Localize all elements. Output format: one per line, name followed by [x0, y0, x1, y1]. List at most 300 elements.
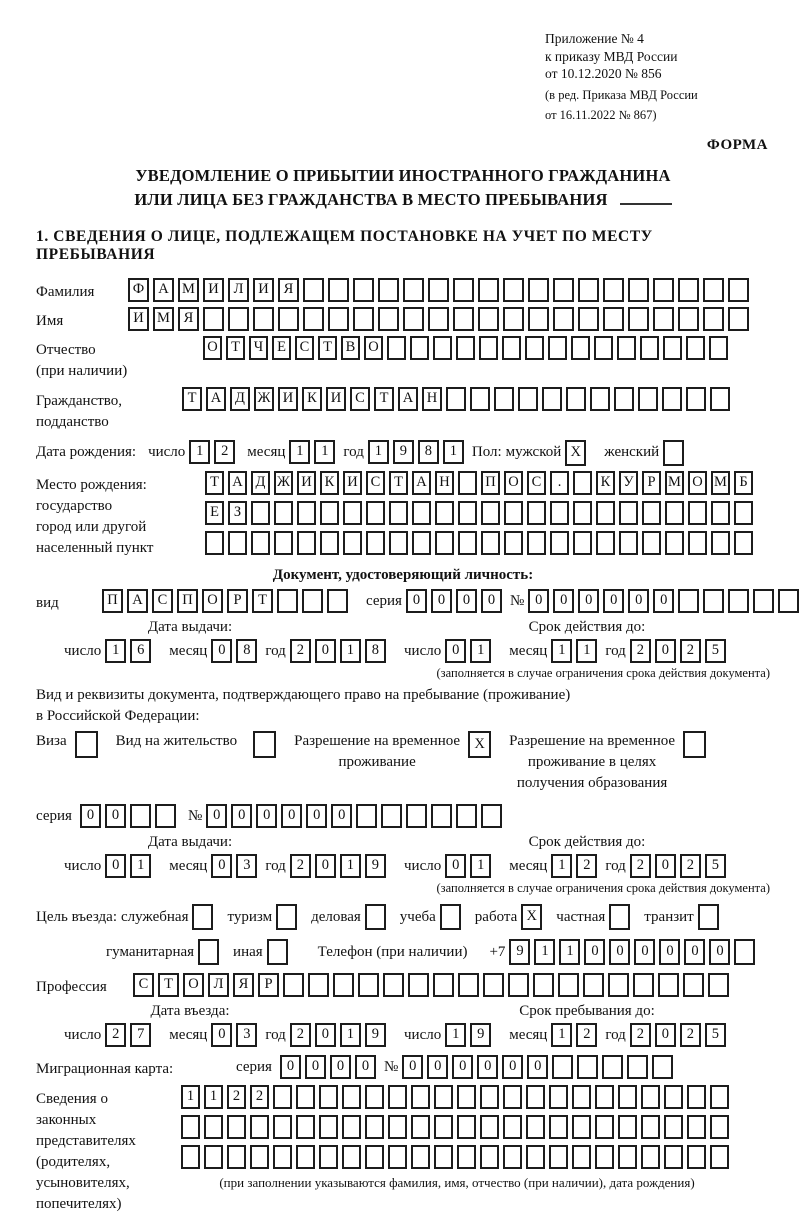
- char-box[interactable]: [571, 336, 590, 360]
- char-box[interactable]: 0: [527, 1055, 548, 1079]
- char-box[interactable]: [614, 387, 634, 411]
- char-box[interactable]: 0: [634, 939, 655, 965]
- char-box[interactable]: М: [178, 278, 199, 302]
- char-box[interactable]: [365, 1145, 384, 1169]
- char-box[interactable]: [458, 531, 477, 555]
- char-box[interactable]: [253, 307, 274, 331]
- char-box[interactable]: [435, 501, 454, 525]
- char-box[interactable]: 2: [214, 440, 235, 464]
- char-box[interactable]: .: [550, 471, 569, 495]
- char-box[interactable]: [303, 307, 324, 331]
- char-box[interactable]: Т: [374, 387, 394, 411]
- char-box[interactable]: 2: [227, 1085, 246, 1109]
- char-box[interactable]: 9: [393, 440, 414, 464]
- char-box[interactable]: О: [504, 471, 523, 495]
- char-box[interactable]: [688, 531, 707, 555]
- char-box[interactable]: [503, 1145, 522, 1169]
- char-box[interactable]: [503, 1115, 522, 1139]
- char-box[interactable]: 1: [551, 639, 572, 663]
- char-box[interactable]: [687, 1085, 706, 1109]
- char-box[interactable]: [566, 387, 586, 411]
- char-box[interactable]: [431, 804, 452, 828]
- char-box[interactable]: [378, 307, 399, 331]
- male-checkbox-cell[interactable]: X: [565, 440, 586, 466]
- char-box[interactable]: [328, 278, 349, 302]
- char-box[interactable]: [594, 336, 613, 360]
- char-box[interactable]: А: [153, 278, 174, 302]
- char-box[interactable]: [703, 307, 724, 331]
- char-box[interactable]: [526, 1145, 545, 1169]
- char-box[interactable]: 0: [105, 854, 126, 878]
- char-box[interactable]: 0: [655, 854, 676, 878]
- char-box[interactable]: [504, 501, 523, 525]
- char-box[interactable]: А: [398, 387, 418, 411]
- char-box[interactable]: 0: [709, 939, 730, 965]
- char-box[interactable]: Т: [158, 973, 179, 997]
- char-box[interactable]: Л: [228, 278, 249, 302]
- char-box[interactable]: [553, 278, 574, 302]
- char-box[interactable]: [383, 973, 404, 997]
- char-box[interactable]: [428, 278, 449, 302]
- char-box[interactable]: [558, 973, 579, 997]
- char-box[interactable]: 0: [431, 589, 452, 613]
- char-box[interactable]: [528, 307, 549, 331]
- char-box[interactable]: З: [228, 501, 247, 525]
- visa-checkbox-cell[interactable]: [75, 731, 98, 758]
- char-box[interactable]: Н: [435, 471, 454, 495]
- char-box[interactable]: [627, 1055, 648, 1079]
- char-box[interactable]: [734, 531, 753, 555]
- char-box[interactable]: И: [343, 471, 362, 495]
- char-box[interactable]: [549, 1115, 568, 1139]
- char-box[interactable]: [458, 501, 477, 525]
- char-box[interactable]: [595, 1115, 614, 1139]
- purpose-study-cell[interactable]: [440, 904, 461, 930]
- purpose-humanitarian-cell[interactable]: [198, 939, 219, 965]
- char-box[interactable]: [389, 531, 408, 555]
- char-box[interactable]: С: [133, 973, 154, 997]
- char-box[interactable]: [658, 973, 679, 997]
- char-box[interactable]: [642, 501, 661, 525]
- char-box[interactable]: [273, 1145, 292, 1169]
- char-box[interactable]: 1: [105, 639, 126, 663]
- char-box[interactable]: Я: [233, 973, 254, 997]
- char-box[interactable]: 0: [402, 1055, 423, 1079]
- char-box[interactable]: [297, 531, 316, 555]
- char-box[interactable]: [303, 278, 324, 302]
- char-box[interactable]: У: [619, 471, 638, 495]
- char-box[interactable]: [678, 278, 699, 302]
- char-box[interactable]: [618, 1145, 637, 1169]
- char-box[interactable]: 0: [256, 804, 277, 828]
- char-box[interactable]: [353, 278, 374, 302]
- char-box[interactable]: [387, 336, 406, 360]
- char-box[interactable]: Ж: [274, 471, 293, 495]
- char-box[interactable]: [572, 1085, 591, 1109]
- char-box[interactable]: [728, 589, 749, 613]
- char-box[interactable]: 0: [80, 804, 101, 828]
- temp-permit-checkbox-cell[interactable]: X: [468, 731, 491, 758]
- char-box[interactable]: [608, 973, 629, 997]
- char-box[interactable]: [353, 307, 374, 331]
- char-box[interactable]: [641, 1145, 660, 1169]
- char-box[interactable]: [389, 501, 408, 525]
- char-box[interactable]: [428, 307, 449, 331]
- char-box[interactable]: О: [203, 336, 222, 360]
- char-box[interactable]: [412, 501, 431, 525]
- char-box[interactable]: [130, 804, 151, 828]
- char-box[interactable]: 2: [105, 1023, 126, 1047]
- char-box[interactable]: 1: [340, 639, 361, 663]
- char-box[interactable]: 3: [236, 1023, 257, 1047]
- char-box[interactable]: [388, 1145, 407, 1169]
- char-box[interactable]: [665, 501, 684, 525]
- char-box[interactable]: [181, 1145, 200, 1169]
- char-box[interactable]: 1: [181, 1085, 200, 1109]
- char-box[interactable]: [412, 531, 431, 555]
- char-box[interactable]: [356, 804, 377, 828]
- char-box[interactable]: Р: [258, 973, 279, 997]
- char-box[interactable]: [578, 278, 599, 302]
- char-box[interactable]: [711, 501, 730, 525]
- char-box[interactable]: [711, 531, 730, 555]
- char-box[interactable]: 0: [231, 804, 252, 828]
- char-box[interactable]: [434, 1115, 453, 1139]
- char-box[interactable]: [274, 501, 293, 525]
- char-box[interactable]: 0: [553, 589, 574, 613]
- char-box[interactable]: [411, 1115, 430, 1139]
- char-box[interactable]: [434, 1085, 453, 1109]
- char-box[interactable]: [453, 307, 474, 331]
- char-box[interactable]: [527, 501, 546, 525]
- char-box[interactable]: 0: [105, 804, 126, 828]
- char-box[interactable]: [728, 278, 749, 302]
- char-box[interactable]: [688, 501, 707, 525]
- char-box[interactable]: [628, 307, 649, 331]
- char-box[interactable]: [548, 336, 567, 360]
- char-box[interactable]: [664, 1115, 683, 1139]
- char-box[interactable]: 1: [445, 1023, 466, 1047]
- char-box[interactable]: 0: [655, 639, 676, 663]
- char-box[interactable]: 1: [189, 440, 210, 464]
- purpose-private-cell[interactable]: [609, 904, 630, 930]
- char-box[interactable]: [227, 1115, 246, 1139]
- char-box[interactable]: П: [481, 471, 500, 495]
- char-box[interactable]: 2: [630, 639, 651, 663]
- char-box[interactable]: [283, 973, 304, 997]
- char-box[interactable]: [365, 1085, 384, 1109]
- char-box[interactable]: [320, 501, 339, 525]
- char-box[interactable]: 3: [236, 854, 257, 878]
- char-box[interactable]: [378, 278, 399, 302]
- char-box[interactable]: Т: [182, 387, 202, 411]
- char-box[interactable]: [728, 307, 749, 331]
- char-box[interactable]: [251, 501, 270, 525]
- char-box[interactable]: Ч: [249, 336, 268, 360]
- char-box[interactable]: О: [202, 589, 223, 613]
- char-box[interactable]: Е: [272, 336, 291, 360]
- char-box[interactable]: [664, 1085, 683, 1109]
- char-box[interactable]: [481, 531, 500, 555]
- char-box[interactable]: С: [366, 471, 385, 495]
- char-box[interactable]: [381, 804, 402, 828]
- char-box[interactable]: 1: [443, 440, 464, 464]
- char-box[interactable]: [343, 531, 362, 555]
- char-box[interactable]: 8: [236, 639, 257, 663]
- char-box[interactable]: 1: [368, 440, 389, 464]
- char-box[interactable]: [274, 531, 293, 555]
- purpose-other-cell[interactable]: [267, 939, 288, 965]
- char-box[interactable]: 1: [551, 854, 572, 878]
- char-box[interactable]: [504, 531, 523, 555]
- char-box[interactable]: [478, 307, 499, 331]
- char-box[interactable]: [457, 1085, 476, 1109]
- char-box[interactable]: [227, 1145, 246, 1169]
- char-box[interactable]: [319, 1145, 338, 1169]
- purpose-tourism-cell[interactable]: [276, 904, 297, 930]
- char-box[interactable]: 0: [306, 804, 327, 828]
- char-box[interactable]: 0: [211, 639, 232, 663]
- char-box[interactable]: [572, 1115, 591, 1139]
- char-box[interactable]: 2: [630, 1023, 651, 1047]
- char-box[interactable]: [458, 471, 477, 495]
- char-box[interactable]: 1: [559, 939, 580, 965]
- purpose-business-cell[interactable]: [365, 904, 386, 930]
- char-box[interactable]: 0: [628, 589, 649, 613]
- char-box[interactable]: [480, 1145, 499, 1169]
- char-box[interactable]: [678, 589, 699, 613]
- char-box[interactable]: И: [297, 471, 316, 495]
- char-box[interactable]: Т: [252, 589, 273, 613]
- char-box[interactable]: К: [320, 471, 339, 495]
- char-box[interactable]: [297, 501, 316, 525]
- char-box[interactable]: [458, 973, 479, 997]
- char-box[interactable]: [703, 278, 724, 302]
- char-box[interactable]: [618, 1085, 637, 1109]
- purpose-transit-cell[interactable]: [698, 904, 719, 930]
- char-box[interactable]: [456, 804, 477, 828]
- char-box[interactable]: [481, 804, 502, 828]
- char-box[interactable]: И: [203, 278, 224, 302]
- char-box[interactable]: 1: [289, 440, 310, 464]
- char-box[interactable]: [583, 973, 604, 997]
- char-box[interactable]: [320, 531, 339, 555]
- char-box[interactable]: [528, 278, 549, 302]
- char-box[interactable]: [453, 278, 474, 302]
- char-box[interactable]: [527, 531, 546, 555]
- char-box[interactable]: [457, 1115, 476, 1139]
- char-box[interactable]: 2: [576, 854, 597, 878]
- char-box[interactable]: [683, 973, 704, 997]
- char-box[interactable]: 0: [684, 939, 705, 965]
- char-box[interactable]: [343, 501, 362, 525]
- char-box[interactable]: [502, 336, 521, 360]
- char-box[interactable]: [526, 1085, 545, 1109]
- char-box[interactable]: 2: [290, 1023, 311, 1047]
- char-box[interactable]: 2: [290, 854, 311, 878]
- char-box[interactable]: 1: [314, 440, 335, 464]
- char-box[interactable]: [709, 336, 728, 360]
- char-box[interactable]: 2: [680, 854, 701, 878]
- char-box[interactable]: [619, 501, 638, 525]
- char-box[interactable]: [410, 336, 429, 360]
- char-box[interactable]: И: [253, 278, 274, 302]
- char-box[interactable]: [273, 1115, 292, 1139]
- char-box[interactable]: [319, 1085, 338, 1109]
- char-box[interactable]: [204, 1115, 223, 1139]
- char-box[interactable]: Т: [205, 471, 224, 495]
- purpose-official-cell[interactable]: [192, 904, 213, 930]
- char-box[interactable]: 1: [470, 639, 491, 663]
- char-box[interactable]: [603, 278, 624, 302]
- char-box[interactable]: 0: [280, 1055, 301, 1079]
- char-box[interactable]: Ф: [128, 278, 149, 302]
- char-box[interactable]: [433, 973, 454, 997]
- char-box[interactable]: [578, 307, 599, 331]
- char-box[interactable]: [508, 973, 529, 997]
- char-box[interactable]: 1: [340, 854, 361, 878]
- char-box[interactable]: Е: [205, 501, 224, 525]
- char-box[interactable]: [573, 531, 592, 555]
- char-box[interactable]: [204, 1145, 223, 1169]
- char-box[interactable]: 1: [130, 854, 151, 878]
- char-box[interactable]: [664, 1145, 683, 1169]
- char-box[interactable]: [710, 387, 730, 411]
- char-box[interactable]: [480, 1115, 499, 1139]
- char-box[interactable]: 0: [502, 1055, 523, 1079]
- char-box[interactable]: [663, 336, 682, 360]
- char-box[interactable]: 0: [211, 854, 232, 878]
- char-box[interactable]: [296, 1085, 315, 1109]
- char-box[interactable]: [342, 1115, 361, 1139]
- char-box[interactable]: [456, 336, 475, 360]
- char-box[interactable]: [366, 501, 385, 525]
- char-box[interactable]: С: [527, 471, 546, 495]
- char-box[interactable]: [273, 1085, 292, 1109]
- char-box[interactable]: 0: [456, 589, 477, 613]
- char-box[interactable]: 0: [281, 804, 302, 828]
- char-box[interactable]: 1: [551, 1023, 572, 1047]
- char-box[interactable]: 0: [477, 1055, 498, 1079]
- char-box[interactable]: [618, 1115, 637, 1139]
- char-box[interactable]: [573, 471, 592, 495]
- char-box[interactable]: [470, 387, 490, 411]
- char-box[interactable]: [342, 1085, 361, 1109]
- char-box[interactable]: [155, 804, 176, 828]
- char-box[interactable]: 0: [330, 1055, 351, 1079]
- char-box[interactable]: А: [127, 589, 148, 613]
- char-box[interactable]: 5: [705, 1023, 726, 1047]
- char-box[interactable]: 7: [130, 1023, 151, 1047]
- purpose-work-cell[interactable]: X: [521, 904, 542, 930]
- char-box[interactable]: 9: [365, 854, 386, 878]
- char-box[interactable]: [526, 1115, 545, 1139]
- char-box[interactable]: [686, 387, 706, 411]
- char-box[interactable]: [494, 387, 514, 411]
- char-box[interactable]: [525, 336, 544, 360]
- char-box[interactable]: 0: [528, 589, 549, 613]
- char-box[interactable]: 0: [355, 1055, 376, 1079]
- char-box[interactable]: 0: [452, 1055, 473, 1079]
- char-box[interactable]: [319, 1115, 338, 1139]
- char-box[interactable]: [687, 1115, 706, 1139]
- char-box[interactable]: И: [326, 387, 346, 411]
- char-box[interactable]: 2: [680, 639, 701, 663]
- char-box[interactable]: [662, 387, 682, 411]
- char-box[interactable]: 5: [705, 854, 726, 878]
- char-box[interactable]: [549, 1085, 568, 1109]
- char-box[interactable]: [228, 531, 247, 555]
- char-box[interactable]: [250, 1145, 269, 1169]
- char-box[interactable]: А: [412, 471, 431, 495]
- char-box[interactable]: [619, 531, 638, 555]
- char-box[interactable]: Ж: [254, 387, 274, 411]
- char-box[interactable]: [228, 307, 249, 331]
- char-box[interactable]: [406, 804, 427, 828]
- char-box[interactable]: [205, 531, 224, 555]
- char-box[interactable]: 6: [130, 639, 151, 663]
- char-box[interactable]: [411, 1085, 430, 1109]
- char-box[interactable]: [503, 278, 524, 302]
- char-box[interactable]: 0: [331, 804, 352, 828]
- char-box[interactable]: [550, 531, 569, 555]
- char-box[interactable]: [478, 278, 499, 302]
- char-box[interactable]: С: [295, 336, 314, 360]
- char-box[interactable]: [595, 1085, 614, 1109]
- char-box[interactable]: [434, 1145, 453, 1169]
- char-box[interactable]: А: [206, 387, 226, 411]
- char-box[interactable]: 2: [250, 1085, 269, 1109]
- char-box[interactable]: 1: [340, 1023, 361, 1047]
- char-box[interactable]: [734, 501, 753, 525]
- char-box[interactable]: [296, 1145, 315, 1169]
- char-box[interactable]: [250, 1115, 269, 1139]
- char-box[interactable]: [595, 1145, 614, 1169]
- char-box[interactable]: 0: [206, 804, 227, 828]
- char-box[interactable]: Т: [318, 336, 337, 360]
- char-box[interactable]: 0: [659, 939, 680, 965]
- char-box[interactable]: [642, 531, 661, 555]
- char-box[interactable]: 0: [481, 589, 502, 613]
- char-box[interactable]: [628, 278, 649, 302]
- char-box[interactable]: [577, 1055, 598, 1079]
- char-box[interactable]: 0: [315, 1023, 336, 1047]
- char-box[interactable]: 0: [427, 1055, 448, 1079]
- char-box[interactable]: [603, 307, 624, 331]
- char-box[interactable]: [641, 1115, 660, 1139]
- char-box[interactable]: 0: [584, 939, 605, 965]
- char-box[interactable]: [388, 1115, 407, 1139]
- char-box[interactable]: [678, 307, 699, 331]
- char-box[interactable]: Р: [227, 589, 248, 613]
- char-box[interactable]: [342, 1145, 361, 1169]
- char-box[interactable]: О: [364, 336, 383, 360]
- char-box[interactable]: [411, 1145, 430, 1169]
- char-box[interactable]: [446, 387, 466, 411]
- char-box[interactable]: О: [183, 973, 204, 997]
- char-box[interactable]: [734, 939, 755, 965]
- char-box[interactable]: [433, 336, 452, 360]
- char-box[interactable]: [365, 1115, 384, 1139]
- char-box[interactable]: [553, 307, 574, 331]
- char-box[interactable]: Т: [226, 336, 245, 360]
- char-box[interactable]: [483, 973, 504, 997]
- char-box[interactable]: [533, 973, 554, 997]
- char-box[interactable]: [710, 1115, 729, 1139]
- char-box[interactable]: В: [341, 336, 360, 360]
- char-box[interactable]: 0: [211, 1023, 232, 1047]
- char-box[interactable]: 0: [655, 1023, 676, 1047]
